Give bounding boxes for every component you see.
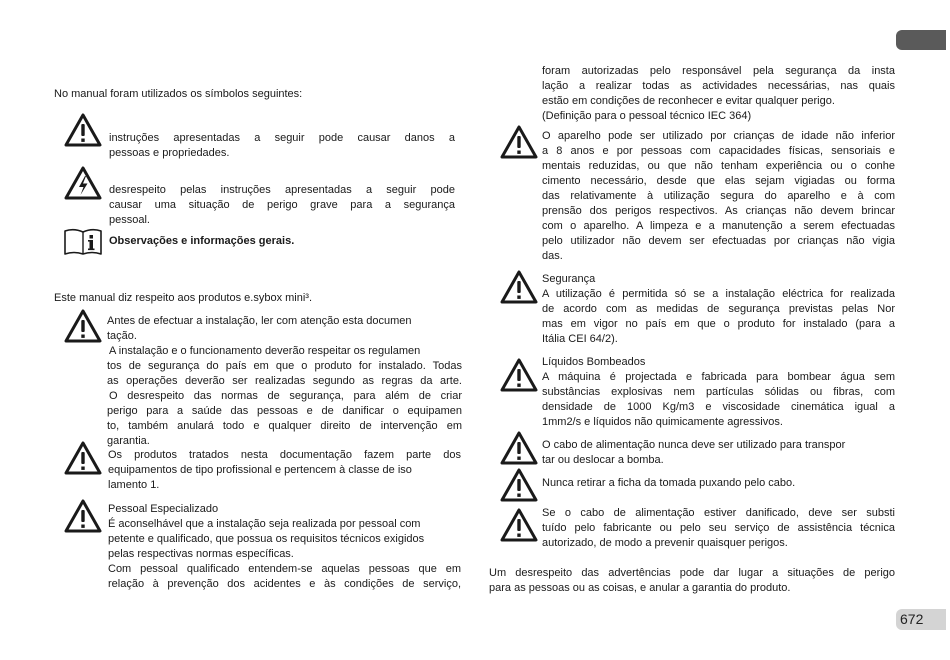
personnel-definition-cont: foram autorizadas pelo responsável pela segurança da insta lação a realizar todas as actividades necessárias, nas quais estão em condições de reconhecer e evitar qualquer perigo. (Definição para o pessoal técnico IEC 364) xyxy=(542,65,895,122)
warning-triangle-icon xyxy=(500,468,538,502)
cable-transport-text: O cabo de alimentação nunca deve ser utilizado para transpor tar ou deslocar a bomba. xyxy=(542,439,846,466)
page-number: 672 xyxy=(896,609,946,630)
children-warning-text: O aparelho pode ser utilizado por crianças de idade não inferior a 8 anos e por pessoas com capacidades físicas, sensoriais e mentais reduzidas, ou que não tenham experiência ou o conhe cimento necessário, desde que elas sejam vigiadas ou forma das relativamente à utilização segura do aparelho e à com prensão dos perigos respectivos. As crianças não devem brincar com o aparelho. A limpeza e a manutenção a serem efectuadas pelo utilizador não devem ser efectuadas por crianças não vigia das. xyxy=(542,130,895,262)
warning-triangle-icon xyxy=(500,358,538,392)
pumped-liquids-text: Líquidos Bombeados A máquina é projectada e fabricada para bombear água sem substâncias explosivas nem partículas sólidas ou fibras, com densidade de 1000 Kg/m3 e viscosidade cinemática igual a 1mm2/s e líquidos não quimicamente agressivos. xyxy=(542,356,895,428)
damaged-cable-text: Se o cabo de alimentação estiver danificado, deve ser substi tuído pelo fabricante ou pelo seu serviço de assistência técnica autorizado, de modo a prevenir quaisquer perigos. xyxy=(542,507,895,549)
info-book-icon xyxy=(63,226,103,256)
warning-triangle-icon xyxy=(64,441,102,475)
warning-triangle-icon xyxy=(500,270,538,304)
safety-text: Segurança A utilização é permitida só se a instalação eléctrica for realizada de acordo com as medidas de segurança previstas pelas Nor mas em vigor no país em que o produto for instalado (para a Itália CEI 64/2). xyxy=(542,273,895,345)
warning-triangle-icon xyxy=(64,499,102,533)
final-warning-text: Um desrespeito das advertências pode dar lugar a situações de perigo para as pessoas ou as coisas, e anular a garantia do produto. xyxy=(489,567,895,594)
symbol-info-text: Observações e informações gerais. xyxy=(109,235,295,247)
warning-triangle-icon xyxy=(500,431,538,465)
installation-warning-text: Antes de efectuar a instalação, ler com atenção esta documen tação. A instalação e o funcionamento deverão respeitar os regulamen tos de segurança do país em que o produto for instalado. Todas as operações deverão ser realizadas segundo as regras da arte. O desrespeito das normas de segurança, para além de criar perigo para a saúde das pessoas e de danificar o equipamen to, também anulará todo e qualquer direito de intervenção em garantia. xyxy=(107,315,462,447)
symbol-danger-text: instruções apresentadas a seguir pode causar danos a pessoas e propriedades. xyxy=(109,132,455,159)
warning-triangle-icon xyxy=(64,113,102,147)
manual-scope: Este manual diz respeito aos produtos e.sybox mini³. xyxy=(54,292,313,304)
warning-triangle-icon xyxy=(64,309,102,343)
section-tab xyxy=(896,30,946,50)
symbols-intro: No manual foram utilizados os símbolos seguintes: xyxy=(54,88,303,100)
specialized-personnel-text: Pessoal Especializado É aconselhável que a instalação seja realizada por pessoal com petente e qualificado, que possua os requisitos técnicos exigidos pelas respectivas normas específicas. Com pessoal qualificado entendem-se aquelas pessoas que em relação à prevenção dos acidentes e às condições de serviço, xyxy=(108,503,461,590)
professional-equipment-text: Os produtos tratados nesta documentação fazem parte dos equipamentos de tipo profissional e pertencem à classe de iso lamento 1. xyxy=(108,449,461,491)
plug-warning-text: Nunca retirar a ficha da tomada puxando pelo cabo. xyxy=(542,477,796,489)
electrical-hazard-icon xyxy=(64,166,102,200)
warning-triangle-icon xyxy=(500,125,538,159)
symbol-electric-text: desrespeito pelas instruções apresentadas a seguir pode causar uma situação de perigo grave para a segurança pessoal. xyxy=(109,184,455,226)
warning-triangle-icon xyxy=(500,508,538,542)
